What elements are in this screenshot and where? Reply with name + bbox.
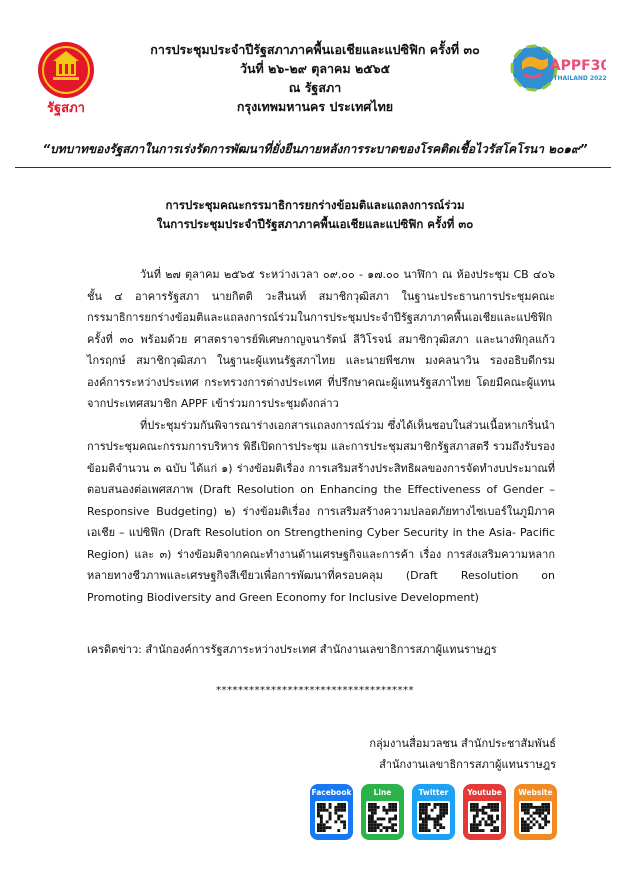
- parliament-logo: [33, 40, 99, 116]
- appf30-logo: [510, 38, 606, 102]
- header-line-3: ณ รัฐสภา: [288, 80, 342, 95]
- signature-line-1: กลุ่มงานสื่อมวลชน สำนักประชาสัมพันธ์: [369, 737, 556, 750]
- qr-code-icon: [315, 801, 348, 834]
- signature-line-2: สำนักงานเลขาธิการสภาผู้แทนราษฎร: [379, 758, 556, 771]
- body-paragraph-2: ที่ประชุมร่วมกันพิจารณาร่างเอกสารแถลงการณ์ร่วม ซึ่งได้เห็นชอบในส่วนเนื้อหาเกริ่นนำการประชุมคณะกรรมการบริหาร พิธีเปิดการประชุม และการประชุมสมาชิกรัฐสภาสตรี รวมถึงรับรองข้อมติจำนวน ๓ ฉบับ ได้แก่ ๑) ร่างข้อมติเรื่อง การเสริมสร้างประสิทธิผลของการจัดทำงบประมาณที่ตอบสนองต่อเพศสภาพ (Draft Resolution on Enhancing the Effectiveness of Gender – Responsive Budgeting) ๒) ร่างข้อมติเรื่อง การเสริมสร้างความปลอดภัยทางไซเบอร์ในภูมิภาคเอเชีย – แปซิฟิก (Draft Resolution on Strengthening Cyber Security in the Asia- Pacific Region) และ ๓) ร่างข้อมติจากคณะทำงานด้านเศรษฐกิจและการค้า เรื่อง การส่งเสริมความหลากหลายทางชีวภาพและเศรษฐกิจสีเขียวเพื่อการพัฒนาที่ครอบคลุม (Draft Resolution on Promoting Biodiversity and Green Economy for Inclusive Development): [87, 418, 555, 604]
- header-divider: [15, 167, 611, 168]
- qr-code-icon: [519, 801, 552, 834]
- appf30-logo-subtext: THAILAND 2022: [553, 75, 606, 82]
- article-body: [87, 264, 555, 608]
- twitter-qr-card[interactable]: [412, 784, 455, 840]
- article-title: [80, 196, 550, 234]
- twitter-label: Twitter: [418, 788, 449, 797]
- line-qr-card[interactable]: [361, 784, 404, 840]
- header-line-4: กรุงเทพมหานคร ประเทศไทย: [236, 99, 394, 114]
- facebook-label: Facebook: [311, 788, 352, 797]
- title-line-2: ในการประชุมประจำปีรัฐสภาภาคพื้นเอเชียและแปซิฟิก ครั้งที่ ๓๐: [156, 217, 474, 231]
- theme-tagline: “บทบาทของรัฐสภาในการเร่งรัดการพัฒนาที่ยั่งยืนภายหลังการระบาดของโรคติดเชื้อไวรัสโคโรนา ๒๐๑๙”: [42, 142, 588, 156]
- qr-code-icon: [417, 801, 450, 834]
- qr-code-icon: [366, 801, 399, 834]
- news-credit: เครดิตข่าว: สำนักองค์การรัฐสภาระหว่างประเทศ สำนักงานเลขาธิการสภาผู้แทนราษฎร: [87, 643, 497, 656]
- header-line-2: วันที่ ๒๖-๒๙ ตุลาคม ๒๕๖๕: [239, 61, 391, 76]
- body-paragraph-1: วันที่ ๒๗ ตุลาคม ๒๕๖๕ ระหว่างเวลา ๐๙.๐๐ - ๑๗.๐๐ นาฬิกา ณ ห้องประชุม CB ๔๐๖ ชั้น ๔ อาคารรัฐสภา นายกิตติ วะสีนนท์ สมาชิกวุฒิสภา ในฐานะประธานการประชุมคณะกรรมาธิการยกร่างข้อมติและแถลงการณ์ร่วมในการประชุมประจำปีรัฐสภาภาคพื้นเอเชียและแปซิฟิก ครั้งที่ ๓๐ พร้อมด้วย ศาสตราจารย์พิเศษกาญจนารัตน์ ลีวิโรจน์ สมาชิกวุฒิสภา และนางพิกุลแก้ว ไกรฤกษ์ สมาชิกวุฒิสภา ในฐานะผู้แทนรัฐสภาไทย และนายพีชภพ มงคลนาวิน รองอธิบดีกรมองค์การระหว่างประเทศ กระทรวงการต่างประเทศ ที่ปรึกษาคณะผู้แทนรัฐสภาไทย โดยมีคณะผู้แทนจากประเทศสมาชิก APPF เข้าร่วมการประชุมดังกล่าว: [87, 268, 555, 410]
- qr-code-icon: [468, 801, 501, 834]
- youtube-qr-card[interactable]: [463, 784, 506, 840]
- header-line-1: การประชุมประจำปีรัฐสภาภาคพื้นเอเชียและแปซิฟิก ครั้งที่ ๓๐: [150, 42, 480, 57]
- document-header: [110, 40, 520, 116]
- youtube-label: Youtube: [467, 788, 502, 797]
- title-line-1: การประชุมคณะกรรมาธิการยกร่างข้อมติและแถลงการณ์ร่วม: [165, 198, 465, 212]
- website-qr-card[interactable]: [514, 784, 557, 840]
- star-divider: ************************************: [216, 685, 414, 696]
- parliament-logo-text: รัฐสภา: [47, 101, 85, 116]
- facebook-qr-card[interactable]: [310, 784, 353, 840]
- line-label: Line: [373, 788, 392, 797]
- website-label: Website: [518, 788, 553, 797]
- signature-block: [300, 733, 556, 775]
- appf30-logo-text: APPF30: [549, 58, 606, 74]
